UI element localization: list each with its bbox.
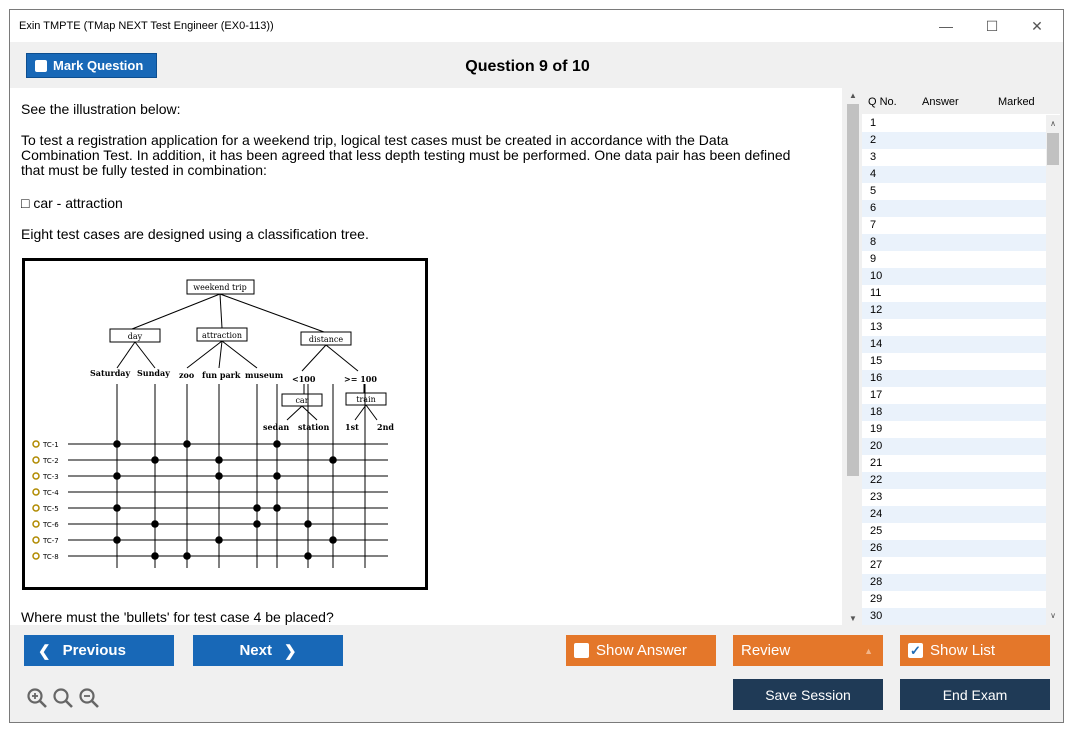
question-list-row[interactable]: 7 — [862, 217, 1046, 234]
question-list-row[interactable]: 20 — [862, 438, 1046, 455]
question-list-row[interactable]: 13 — [862, 319, 1046, 336]
tc-marker-icon — [33, 457, 39, 463]
question-list-row[interactable]: 22 — [862, 472, 1046, 489]
question-list-row[interactable]: 18 — [862, 404, 1046, 421]
review-dropdown[interactable] — [733, 635, 883, 666]
question-list-row[interactable]: 11 — [862, 285, 1046, 302]
question-list-row[interactable]: 10 — [862, 268, 1046, 285]
next-button[interactable] — [193, 635, 343, 666]
mark-question-label: Mark Question — [53, 58, 144, 73]
tc-marker-icon — [33, 473, 39, 479]
question-list-row[interactable]: 29 — [862, 591, 1046, 608]
question-list-row[interactable]: 2 — [862, 132, 1046, 149]
title-bar — [10, 10, 1063, 42]
test-case-bullet — [151, 520, 159, 528]
question-list-row[interactable]: 30 — [862, 608, 1046, 625]
question-ask: Where must the 'bullets' for test case 4 be placed? — [21, 609, 334, 625]
question-list-row[interactable]: 8 — [862, 234, 1046, 251]
question-list-row[interactable]: 4 — [862, 166, 1046, 183]
test-case-bullet — [215, 456, 223, 464]
question-list-header — [862, 88, 1060, 114]
value-lt100: <100 — [292, 374, 316, 384]
tc-marker-icon — [33, 489, 39, 495]
test-case-bullet — [253, 520, 261, 528]
review-label: Review — [741, 642, 791, 659]
value-museum: museum — [245, 370, 284, 380]
question-header — [10, 42, 1063, 88]
subvalue-2nd: 2nd — [377, 422, 394, 432]
minimize-button[interactable]: — — [939, 18, 953, 34]
tree-root-label: weekend trip — [193, 283, 247, 292]
dropdown-arrow-icon: ▲ — [864, 645, 873, 656]
content-scrollbar[interactable] — [846, 88, 860, 625]
show-list-label: Show List — [930, 642, 996, 659]
zoom-in-icon[interactable] — [26, 687, 48, 709]
tc-marker-icon — [33, 537, 39, 543]
question-list — [862, 88, 1060, 625]
category-day: day — [127, 332, 143, 341]
app-window — [9, 9, 1064, 723]
value-zoo: zoo — [179, 370, 195, 380]
question-content — [10, 88, 842, 625]
subvalue-station: station — [298, 422, 330, 432]
test-case-bullet — [151, 456, 159, 464]
test-case-bullet — [215, 472, 223, 480]
test-case-bullet — [113, 536, 121, 544]
test-case-label: TC-7 — [43, 537, 59, 545]
classification-tree-figure — [22, 258, 428, 590]
list-scroll-up-icon[interactable]: ∧ — [1050, 119, 1056, 128]
test-case-bullet — [273, 440, 281, 448]
category-attraction: attraction — [201, 331, 243, 340]
test-case-bullet — [273, 504, 281, 512]
question-list-row[interactable]: 19 — [862, 421, 1046, 438]
test-case-bullet — [113, 440, 121, 448]
list-scroll-thumb[interactable] — [1047, 133, 1059, 165]
data-pair: □ car - attraction — [21, 195, 123, 211]
column-marked: Marked — [998, 96, 1035, 108]
scroll-down-arrow-icon[interactable]: ▼ — [849, 614, 857, 623]
zoom-out-icon[interactable] — [78, 687, 100, 709]
close-button[interactable]: ✕ — [1031, 18, 1043, 34]
test-case-bullet — [329, 536, 337, 544]
list-scroll-down-icon[interactable]: ∨ — [1050, 611, 1056, 620]
tc-marker-icon — [33, 521, 39, 527]
save-session-button[interactable]: Save Session — [733, 679, 883, 710]
tc-marker-icon — [33, 553, 39, 559]
column-qno: Q No. — [868, 96, 897, 108]
value-saturday: Saturday — [90, 368, 131, 378]
test-case-bullet — [304, 520, 312, 528]
column-answer: Answer — [922, 96, 959, 108]
test-case-bullet — [113, 504, 121, 512]
question-list-row[interactable]: 1 — [862, 115, 1046, 132]
show-answer-label: Show Answer — [596, 642, 687, 659]
question-body-line-3: that must be fully tested in combination: — [21, 162, 267, 178]
subcategory-car: car — [295, 396, 309, 405]
test-case-label: TC-8 — [43, 553, 59, 561]
question-list-row[interactable]: 3 — [862, 149, 1046, 166]
question-list-row[interactable]: 16 — [862, 370, 1046, 387]
chevron-right-icon: ❯ — [283, 642, 297, 660]
question-list-row[interactable]: 27 — [862, 557, 1046, 574]
question-list-row[interactable]: 6 — [862, 200, 1046, 217]
test-case-bullet — [304, 552, 312, 560]
question-list-row[interactable]: 28 — [862, 574, 1046, 591]
scroll-up-arrow-icon[interactable]: ▲ — [849, 91, 857, 100]
previous-button[interactable] — [24, 635, 174, 666]
question-list-scrollbar[interactable] — [1046, 115, 1060, 625]
question-list-row[interactable]: 26 — [862, 540, 1046, 557]
subcategory-train: train — [356, 395, 376, 404]
question-list-row[interactable]: 5 — [862, 183, 1046, 200]
test-case-bullet — [215, 536, 223, 544]
show-answer-checkbox-icon — [574, 643, 589, 658]
question-list-row[interactable]: 15 — [862, 353, 1046, 370]
test-case-bullet — [183, 440, 191, 448]
show-list-checkmark-icon: ✓ — [908, 643, 923, 658]
value-sunday: Sunday — [137, 368, 170, 378]
question-list-row[interactable]: 14 — [862, 336, 1046, 353]
maximize-button[interactable]: ☐ — [985, 18, 999, 34]
subvalue-sedan: sedan — [263, 422, 290, 432]
tc-marker-icon — [33, 441, 39, 447]
question-list-row[interactable]: 24 — [862, 506, 1046, 523]
chevron-left-icon: ❮ — [38, 642, 51, 660]
previous-label: Previous — [62, 642, 126, 659]
question-body-line-1: To test a registration application for a weekend trip, logical test cases must be created in accordance with the Data — [21, 132, 729, 148]
question-body-line-2: Combination Test. In addition, it has been agreed that less depth testing must be performed. One data pair has been defined — [21, 147, 791, 163]
test-case-bullet — [329, 456, 337, 464]
test-case-bullet — [113, 472, 121, 480]
question-list-row[interactable]: 9 — [862, 251, 1046, 268]
test-case-label: TC-6 — [43, 521, 59, 529]
category-distance: distance — [308, 335, 344, 344]
next-label: Next — [239, 642, 272, 659]
question-list-row[interactable]: 12 — [862, 302, 1046, 319]
question-intro: See the illustration below: — [21, 101, 181, 117]
test-case-label: TC-1 — [43, 441, 59, 449]
test-case-bullet — [253, 504, 261, 512]
question-list-rows — [862, 115, 1046, 625]
question-list-row[interactable]: 25 — [862, 523, 1046, 540]
design-statement: Eight test cases are designed using a classification tree. — [21, 226, 369, 242]
test-case-label: TC-3 — [43, 473, 59, 481]
test-case-bullet — [183, 552, 191, 560]
content-scroll-thumb[interactable] — [847, 104, 859, 476]
test-case-bullet — [273, 472, 281, 480]
test-case-bullet — [151, 552, 159, 560]
test-case-label: TC-5 — [43, 505, 59, 513]
end-exam-button[interactable]: End Exam — [900, 679, 1050, 710]
question-list-row[interactable]: 23 — [862, 489, 1046, 506]
question-list-row[interactable]: 17 — [862, 387, 1046, 404]
tc-marker-icon — [33, 505, 39, 511]
test-case-label: TC-4 — [43, 489, 59, 497]
window-title: Exin TMPTE (TMap NEXT Test Engineer (EX0-113)) — [19, 20, 274, 32]
question-title: Question 9 of 10 — [465, 58, 590, 75]
question-list-row[interactable]: 21 — [862, 455, 1046, 472]
value-gte100: >= 100 — [344, 374, 377, 384]
subvalue-1st: 1st — [345, 422, 359, 432]
zoom-reset-icon[interactable] — [52, 687, 74, 709]
value-fun-park: fun park — [202, 370, 241, 380]
test-case-label: TC-2 — [43, 457, 59, 465]
show-list-button[interactable] — [900, 635, 1050, 666]
show-answer-button[interactable] — [566, 635, 716, 666]
